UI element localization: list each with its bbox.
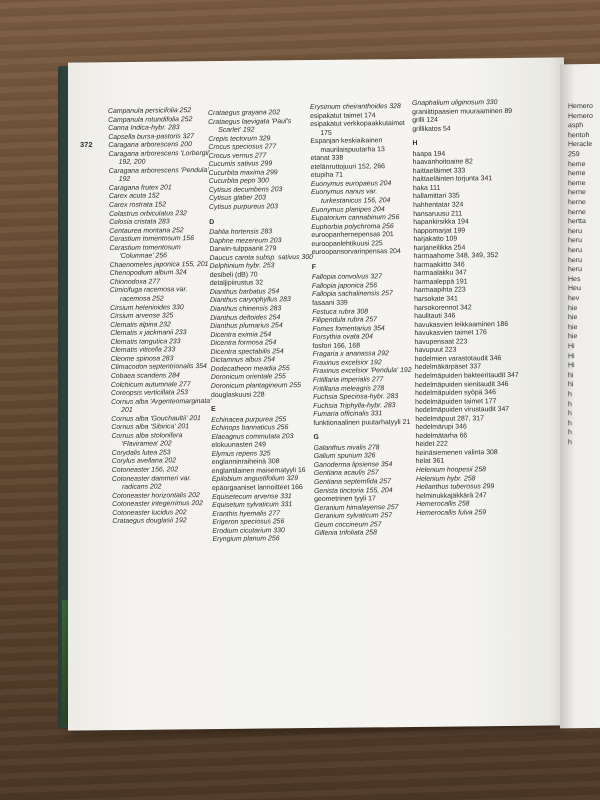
- index-entry: Caragana arborescens 'Pendula' 192: [108, 166, 209, 184]
- index-entry: helminukkajäkkärä 247: [416, 491, 487, 500]
- index-entry: Fritillaria imperialis 277: [312, 376, 384, 384]
- index-entry: desibeli (dB) 70: [209, 271, 258, 279]
- index-entry: Dicentra eximia 254: [210, 331, 272, 339]
- index-entry: Fallopia convolvus 327: [311, 273, 382, 282]
- index-entry: Caragana frutex 201: [108, 184, 172, 192]
- index-entry: havupensaat 223: [414, 338, 468, 346]
- index-entry: Cucumis sativus 299: [208, 160, 273, 169]
- index-entry: Equisetum sylvaticum 331: [212, 501, 293, 510]
- index-entry: Dianthus barbatus 254: [209, 288, 280, 296]
- facing-page-text-fragment: hie: [568, 333, 578, 341]
- index-entry: Doronicum plantagineum 255: [210, 381, 301, 390]
- index-entry: hapankirsikka 194: [413, 218, 469, 227]
- index-entry: Fumaria officinalis 331: [313, 410, 383, 419]
- index-entry: Ganoderma lipsiense 354: [313, 461, 393, 469]
- index-entry: Cirsium arvense 325: [110, 312, 174, 321]
- facing-page-text-fragment: Hes: [568, 275, 581, 284]
- index-entry: Carex acuta 152: [108, 192, 160, 201]
- index-entry: Geranium sylvaticum 257: [314, 512, 393, 521]
- index-entry: Euonymus planipes 204: [311, 205, 385, 214]
- index-entry: esipakatut taimet 174: [310, 111, 376, 120]
- facing-page-text-fragment: 259: [568, 151, 580, 159]
- index-entry: Chionodoxa 277: [109, 278, 161, 286]
- index-entry: epäorgaaniset lannoitteet 166: [211, 483, 303, 492]
- index-entry: Cimicifuga racemosa var. racemosa 252: [109, 286, 188, 303]
- index-entry: Crataegus laevigata 'Paul's Scarlet' 192: [208, 117, 292, 134]
- facing-page-text-fragment: herne: [568, 208, 586, 216]
- index-entry: haulitauti 346: [414, 312, 456, 321]
- index-entry: Gentiana acaulis 257: [313, 469, 379, 478]
- index-entry: Hemerocallis 258: [416, 500, 470, 509]
- index-column-3: [310, 103, 419, 539]
- index-entry: Cotoneaster lucidus 202: [112, 508, 187, 517]
- index-entry: Echinacea purpurea 255: [211, 415, 287, 424]
- index-entry: Dianthus deltoides 254: [210, 313, 281, 322]
- facing-page-text-fragment: Heu: [568, 285, 581, 293]
- facing-page-text-fragment: heme: [568, 179, 586, 188]
- index-column-1: [108, 107, 216, 527]
- index-entry: harsokorennot 342: [414, 303, 472, 312]
- facing-page-text-fragment: hi: [568, 381, 574, 389]
- index-entry: Crocus speciosus 277: [208, 143, 277, 152]
- index-entry: Corylus avellana 202: [111, 457, 177, 466]
- index-entry: happomarjat 199: [413, 227, 466, 235]
- index-entry: haapa 194: [412, 150, 446, 158]
- index-entry: englantilainen maisematyyli 16: [211, 466, 306, 475]
- index-entry: hedelmäpuiden sienitaudit 346: [414, 380, 509, 389]
- page-number: 372: [80, 140, 93, 149]
- index-entry: Dictamnus albus 254: [210, 356, 276, 365]
- index-entry: Gnaphalium uliginosum 330: [412, 99, 498, 107]
- index-entry: Galanthus nivalis 278: [313, 444, 380, 452]
- index-entry: Darwin-tulppaanit 279: [209, 245, 277, 254]
- index-entry: Forsythia ovata 204: [312, 333, 374, 342]
- index-entry: hedelmärupi 346: [415, 423, 467, 432]
- index-entry: hedelmäpuut 287, 317: [415, 414, 484, 423]
- index-entry: Erodium cicutarium 330: [212, 526, 285, 535]
- index-entry: Dianthus caryophyllus 283: [209, 296, 291, 305]
- facing-page-text-fragment: hentoh: [568, 131, 590, 140]
- index-letter-heading: G: [313, 434, 319, 442]
- index-entry: Cornus alba 'Argenteomarginata' 201: [111, 397, 212, 415]
- index-entry: euroopanhernepensas 201: [311, 231, 394, 240]
- index-entry: Capsella bursa-pastoris 327: [108, 132, 195, 141]
- index-entry: Fuchsia Triphylla-hybr. 283: [313, 401, 396, 410]
- index-letter-heading: E: [211, 405, 216, 414]
- index-entry: geometrinen tyyli 17: [314, 495, 376, 504]
- facing-page-text-fragment: herne: [568, 189, 586, 197]
- index-entry: grilli 124: [412, 116, 438, 125]
- index-entry: Cytisus decumbens 203: [208, 186, 283, 194]
- facing-page-text-fragment: Hi: [568, 343, 575, 351]
- index-entry: hahhentatar 324: [413, 201, 464, 210]
- index-entry: euroopanlehtikuusi 225: [311, 239, 383, 248]
- index-entry: Crepis tectorum 329: [208, 134, 271, 143]
- index-entry: hedelmäpuiden bakteeritaudit 347: [414, 371, 519, 380]
- index-entry: haka 111: [412, 184, 441, 192]
- index-entry: Fomes fomentarius 354: [312, 324, 385, 333]
- index-entry: haavanhoitoaine 82: [412, 158, 473, 167]
- index-entry: Helenium hoopesii 258: [415, 466, 487, 474]
- index-entry: Coreopsis verticillata 253: [110, 389, 189, 398]
- index-entry: Cucurbita pepo 300: [208, 177, 269, 186]
- index-entry: Cornus alba stolonifera 'Flaviramea' 202: [111, 432, 183, 449]
- index-entry: esipakatut verkkopaakkutaimet 175: [310, 120, 405, 137]
- index-entry: Gentiana septemfida 257: [313, 478, 391, 486]
- index-entry: hallamittari 335: [412, 192, 460, 201]
- index-entry: harmaalakku 347: [413, 269, 467, 278]
- index-entry: fasaani 339: [312, 299, 348, 308]
- index-entry: elokuunasteri 249: [211, 441, 266, 450]
- index-entry: euroopansorvarinpensas 204: [311, 248, 401, 257]
- index-entry: etanat 338: [310, 154, 344, 163]
- index-entry: Dicentra spectabilis 254: [210, 347, 284, 356]
- index-entry: Eryngium planum 256: [212, 535, 280, 544]
- index-entry: Cotoneaster dammeri var. radicans 202: [111, 474, 192, 491]
- index-entry: Eupatorium cannabinum 256: [311, 214, 400, 223]
- index-entry: harjakatto 109: [413, 235, 458, 244]
- index-entry: harsokate 341: [414, 295, 458, 304]
- index-entry: Crataegus douglasii 192: [112, 517, 187, 526]
- index-entry: Clematis alpina 232: [110, 321, 171, 329]
- facing-page-text-fragment: Hi: [568, 362, 575, 370]
- index-entry: Cytisus purpureus 203: [208, 203, 279, 212]
- facing-page-text-fragment: h: [568, 391, 572, 399]
- index-entry: havukasvien taimet 176: [414, 329, 487, 338]
- facing-page-text-fragment: hev: [568, 295, 580, 303]
- index-entry: Geranium himalayense 257: [314, 503, 399, 512]
- index-entry: havupuut 223: [414, 346, 457, 355]
- index-entry: helat 361: [415, 458, 445, 466]
- index-entry: Caragana arborescens 200: [108, 141, 192, 150]
- index-entry: Fallopia japonica 256: [311, 282, 378, 290]
- index-entry: Cotoneaster 156, 202: [111, 466, 179, 474]
- index-entry: Cleome spinosa 283: [110, 355, 174, 363]
- index-entry: Festuca rubra 308: [312, 307, 369, 316]
- index-entry: Dicentra formosa 254: [210, 339, 277, 348]
- index-entry: hedelmätarha 66: [415, 432, 468, 440]
- index-entry: Fragaria x ananassa 292: [312, 350, 389, 359]
- index-entry: Cucurbita maxima 299: [208, 169, 278, 177]
- index-entry: Chenopodium album 324: [109, 269, 187, 278]
- index-entry: Chaenomeles japonica 155, 201: [109, 260, 209, 269]
- index-entry: Gillenia trifoliata 258: [314, 529, 377, 538]
- index-entry: Fraxinus excelsior 'Pendula' 192: [312, 367, 412, 376]
- index-entry: Cytisus glaber 203: [208, 194, 267, 203]
- facing-page-text-fragment: h: [568, 410, 572, 418]
- index-entry: Cerastium tomentosum 156: [109, 235, 195, 244]
- index-entry: Cotoneaster integerrimus 202: [112, 500, 203, 509]
- index-entry: haittaeläimet 333: [412, 167, 466, 175]
- facing-page-text-fragment: hertta: [568, 218, 586, 226]
- index-entry: grillikatos 54: [412, 125, 451, 133]
- index-entry: Doronicum orientale 255: [210, 373, 286, 382]
- index-entry: heidet 222: [415, 440, 448, 449]
- facing-page-text-fragment: hi: [568, 371, 574, 380]
- index-entry: Colchicum autumnale 277: [110, 380, 191, 389]
- facing-page-text-fragment: herne: [568, 199, 586, 207]
- index-entry: Euonymus europaeus 204: [310, 180, 392, 188]
- facing-page-text-fragment: hie: [568, 304, 578, 312]
- index-entry: hedelmien varastotaudit 346: [414, 354, 502, 363]
- index-entry: harmaahome 348, 349, 352: [413, 252, 499, 261]
- index-entry: Corydalis lutea 253: [111, 449, 171, 457]
- index-entry: Fraxinus excelsior 192: [312, 359, 382, 367]
- index-entry: Daucus carota subsp. sativus 300: [209, 253, 314, 262]
- index-entry: Elymus repens 325: [211, 450, 271, 458]
- index-entry: Dahlia hortensis 283: [209, 228, 273, 237]
- index-entry: havukasvien leikkaaminen 186: [414, 320, 509, 329]
- index-entry: Cirsium helenioides 330: [110, 303, 184, 312]
- index-entry: Cotoneaster horizontalis 202: [112, 491, 200, 500]
- index-entry: Clematis viticella 233: [110, 346, 176, 355]
- index-entry: Euonymus nanus var. turkestanicus 156, 204: [310, 188, 391, 205]
- index-entry: hedelmäkärpäset 337: [414, 363, 482, 372]
- index-entry: detaljipiirustus 32: [209, 279, 264, 288]
- facing-page-text-fragment: asph: [568, 122, 584, 130]
- facing-page-text-fragment: Hemero: [568, 102, 593, 111]
- index-entry: Equisetecum arvense 331: [212, 492, 292, 501]
- index-entry: Helenium hybr. 258: [415, 474, 476, 483]
- index-entry: Epilobium angustifolium 329: [211, 475, 299, 484]
- index-entry: englanninraiheinä 308: [211, 458, 280, 467]
- index-entry: Clematis tangutica 233: [110, 338, 181, 346]
- facing-page-text-fragment: h: [568, 439, 572, 447]
- facing-page-text-fragment: heru: [568, 237, 583, 245]
- index-letter-heading: F: [311, 263, 316, 271]
- index-entry: Genista tinctoria 155, 204: [314, 486, 393, 495]
- index-entry: etupiha 71: [310, 172, 343, 180]
- index-entry: Cobaea scandens 284: [110, 372, 180, 380]
- index-entry: fosfori 166, 168: [312, 342, 361, 350]
- index-entry: harmaakiitto 346: [413, 261, 465, 269]
- index-entry: Canna Indica-hybr. 283: [108, 124, 180, 133]
- index-entry: Dianthus plumarius 254: [210, 322, 283, 331]
- index-entry: Espanjan keskiaikainen maurilaispuutarha 13: [310, 137, 385, 154]
- facing-page-text-fragment: h: [568, 400, 572, 408]
- index-entry: Eranthis hyemalis 277: [212, 509, 281, 518]
- index-entry: hedelmäpuiden virustaudit 347: [415, 406, 510, 415]
- index-entry: Clematis x jackmanii 233: [110, 329, 187, 338]
- facing-page: [560, 64, 600, 729]
- index-entry: Celosia cristata 283: [109, 218, 170, 227]
- index-entry: Cornus alba 'Gouchaultii' 201: [111, 414, 201, 423]
- index-entry: Centaurea montana 252: [109, 226, 184, 235]
- index-entry: graniittipaasien muuraaminen 89: [412, 107, 513, 116]
- index-entry: harjaneilikka 254: [413, 244, 466, 252]
- index-entry: hedelmäpuiden syöpä 346: [415, 389, 496, 398]
- index-entry: Delphinium hybr. 253: [209, 262, 275, 271]
- index-entry: heinäsiemenen valinta 308: [415, 448, 498, 457]
- index-entry: Climacodon septentrionalis 354: [110, 363, 207, 372]
- index-entry: Carex rostrata 152: [108, 201, 167, 210]
- index-entry: hansaruusu 211: [413, 210, 463, 218]
- facing-page-text-fragment: heru: [568, 247, 583, 255]
- index-entry: Dodecatheon meadia 255: [210, 365, 290, 373]
- index-column-4: [412, 99, 520, 518]
- index-entry: harmaaleppä 191: [413, 278, 468, 286]
- index-entry: Celastrus orbiculatus 232: [109, 209, 187, 218]
- facing-page-text-fragment: h: [568, 429, 572, 437]
- index-entry: Cerastium tomentosum 'Columnae' 256: [109, 243, 181, 261]
- index-entry: Crataegus grayana 202: [208, 109, 281, 117]
- facing-page-text-fragment: heru: [568, 266, 583, 274]
- index-entry: Hemerocallis fulva 259: [416, 508, 487, 517]
- index-entry: Caragana arborescens 'Lorbergii' 192, 200: [108, 149, 210, 167]
- index-entry: Erigeron speciosus 256: [212, 518, 285, 527]
- index-entry: funktionaalinen puutarhatyyli 21: [313, 418, 411, 427]
- index-entry: Filipendula rubra 257: [312, 316, 378, 325]
- index-entry: Fritillaria meleagris 278: [312, 384, 385, 393]
- facing-page-text-fragment: h: [568, 419, 572, 428]
- facing-page-text-fragment: heru: [568, 256, 583, 264]
- index-entry: Erysimum cheiranthoides 328: [310, 103, 401, 111]
- index-entry: Cornus alba 'Sibirica' 201: [111, 423, 190, 432]
- facing-page-text-fragment: Hi: [568, 352, 575, 360]
- index-entry: Daphne mezereum 203: [209, 236, 282, 245]
- index-entry: Crocus vernus 277: [208, 152, 267, 160]
- index-entry: haittaeläinten torjunta 341: [412, 175, 493, 184]
- index-entry: hedelmäpuiden taimet 177: [415, 397, 497, 406]
- index-entry: Campanula rotundifolia 252: [108, 115, 193, 124]
- index-entry: harmaapihta 223: [413, 286, 466, 295]
- index-entry: Geum coccineum 257: [314, 520, 382, 529]
- index-entry: Elaeagnus commutata 203: [211, 432, 294, 441]
- index-entry: Echinops bannaticus 256: [211, 424, 289, 433]
- index-letter-heading: H: [412, 140, 418, 148]
- facing-page-text-fragment: hie: [568, 314, 578, 322]
- index-entry: Euphorbia polychroma 256: [311, 222, 394, 231]
- facing-page-text-fragment: heru: [568, 227, 583, 236]
- facing-page-text-fragment: Heracle: [568, 141, 593, 149]
- index-entry: Galium spurium 326: [313, 452, 376, 461]
- index-entry: douglaskuusi 228: [210, 390, 265, 399]
- facing-page-text-fragment: heme: [568, 160, 586, 168]
- facing-page-text-fragment: Hemero: [568, 112, 593, 120]
- index-entry: Helianthus tuberosus 299: [416, 483, 495, 492]
- index-entry: Dianthus chinensis 283: [210, 305, 282, 314]
- index-entry: Fuchsia Speciosa-hybr. 283: [313, 393, 399, 402]
- index-entry: etelänruttojuuri 152, 266: [310, 163, 386, 171]
- index-entry: Fallopia sachalinensis 257: [311, 290, 393, 299]
- facing-page-text-fragment: heme: [568, 170, 586, 178]
- index-letter-heading: D: [209, 218, 215, 226]
- facing-page-text-fragment: hie: [568, 323, 578, 332]
- index-column-2: [208, 109, 317, 545]
- index-entry: Campanula persicifolia 252: [108, 107, 192, 115]
